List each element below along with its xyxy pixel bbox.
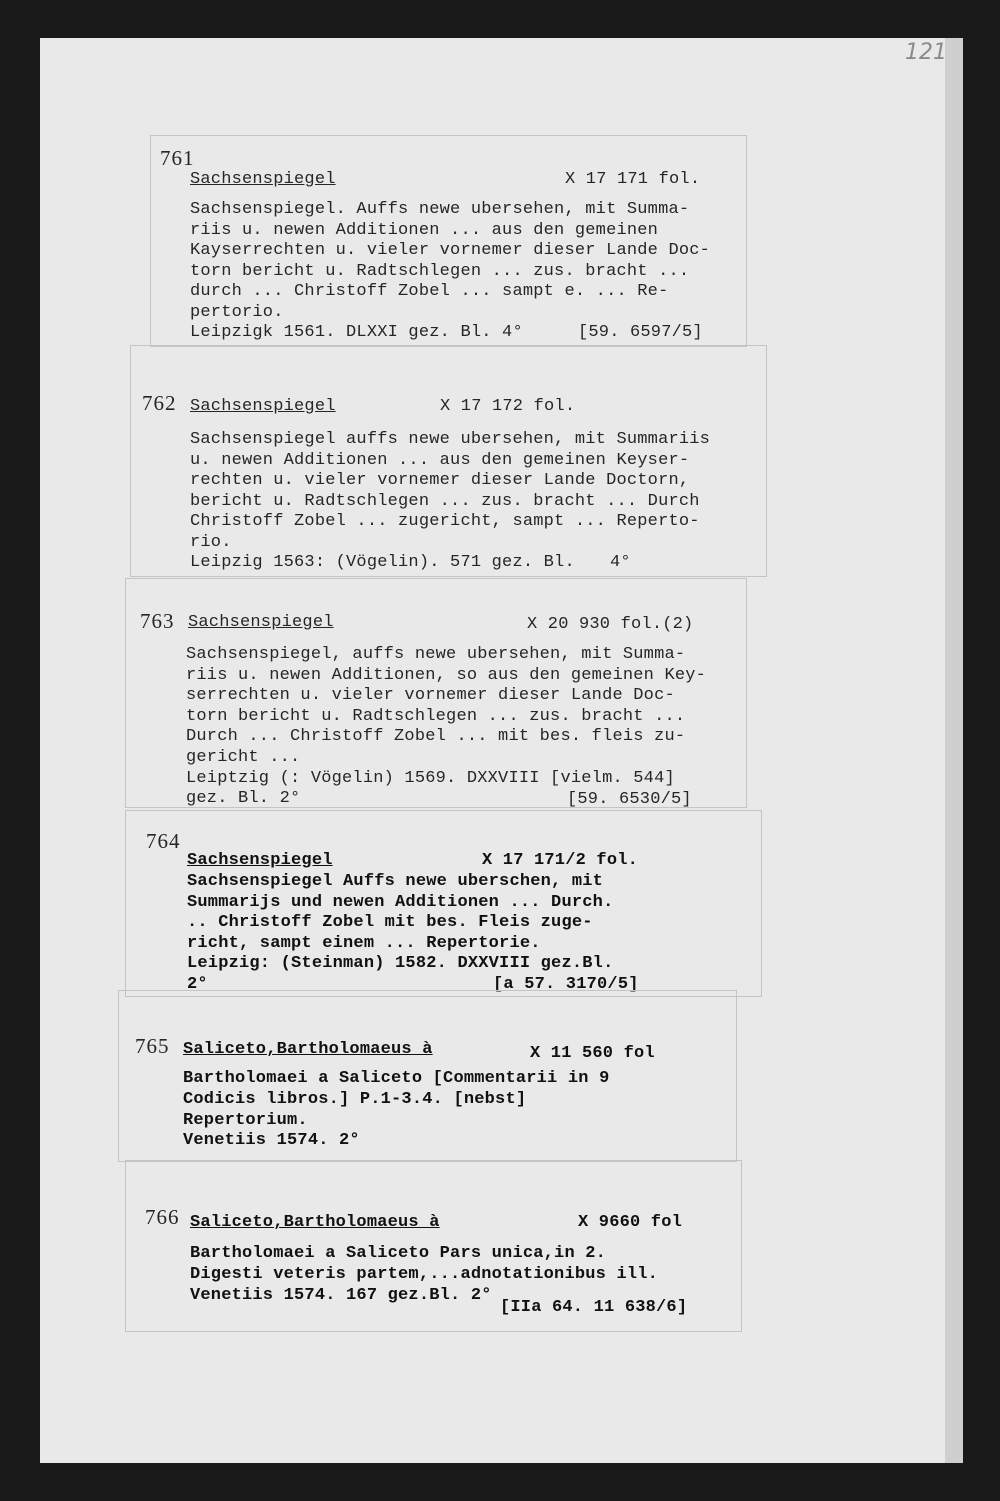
description-line: torn bericht u. Radtschlegen ... zus. bracht ...: [190, 261, 690, 281]
entry-heading: Sachsenspiegel: [190, 170, 336, 189]
description-line: gericht ...: [186, 748, 301, 767]
description-line: riis u. newen Additionen, so aus den gemeinen Key-: [186, 665, 707, 685]
description-line: durch ... Christoff Zobel ... sampt e. ... Re-: [190, 282, 669, 301]
shelfmark: X 17 171/2 fol.: [482, 851, 639, 870]
description-line: richt, sampt einem ... Repertorie.: [187, 933, 541, 953]
description-line: Kayserrechten u. vieler vornemer dieser Lande Doc-: [190, 241, 711, 260]
description-line: .. Christoff Zobel mit bes. Fleis zuge-: [187, 913, 593, 932]
description-line: bericht u. Radtschlegen ... zus. bracht ... Durch: [190, 491, 700, 511]
description-line: gez. Bl. 2°: [186, 789, 301, 809]
entry-number: 762: [142, 391, 177, 415]
entry-number: 763: [140, 609, 175, 633]
entry-number: 761: [160, 146, 195, 170]
description-line: Sachsenspiegel Auffs newe uberschen, mit: [187, 872, 604, 891]
description-line: riis u. newen Additionen ... aus den gemeinen: [190, 220, 659, 240]
call-number: 4°: [610, 553, 631, 572]
entry-heading: Sachsenspiegel: [187, 851, 333, 870]
shelfmark: X 17 172 fol.: [440, 397, 576, 416]
description-line: Leipzigk 1561. DLXXI gez. Bl. 4°: [190, 323, 523, 342]
entry-number: 764: [146, 829, 181, 853]
description-line: pertorio.: [190, 302, 284, 322]
description-line: Bartholomaei a Saliceto [Commentarii in 9: [183, 1069, 610, 1088]
call-number: [59. 6530/5]: [567, 790, 692, 809]
shelfmark: X 11 560 fol: [530, 1044, 655, 1063]
description-line: Bartholomaei a Saliceto Pars unica,in 2.: [190, 1244, 607, 1263]
description-line: rechten u. vieler vornemer dieser Lande Doctorn,: [190, 471, 690, 490]
call-number: [59. 6597/5]: [578, 323, 703, 342]
entry-number: 765: [135, 1034, 170, 1058]
description-line: Digesti veteris partem,...adnotationibus ill.: [190, 1265, 659, 1284]
shelfmark: X 20 930 fol.(2): [527, 615, 694, 634]
entry-heading: Sachsenspiegel: [188, 613, 334, 632]
entry-heading: Saliceto,Bartholomaeus à: [183, 1040, 433, 1059]
description-line: Christoff Zobel ... zugericht, sampt ... Reperto-: [190, 512, 700, 531]
description-line: Codicis libros.] P.1-3.4. [nebst]: [183, 1089, 527, 1109]
page-number: 121: [905, 40, 947, 65]
description-line: Repertorium.: [183, 1110, 308, 1130]
description-line: rio.: [190, 532, 232, 552]
entry-number: 766: [145, 1205, 180, 1229]
page-edge: [945, 38, 963, 1463]
description-line: Durch ... Christoff Zobel ... mit bes. fleis zu-: [186, 727, 686, 747]
description-line: serrechten u. vieler vornemer dieser Lande Doc-: [186, 686, 675, 706]
description-line: Summarijs und newen Additionen ... Durch.: [187, 892, 614, 912]
description-line: Venetiis 1574. 167 gez.Bl. 2°: [190, 1286, 492, 1305]
description-line: u. newen Additionen ... aus den gemeinen Keyser-: [190, 450, 690, 470]
shelfmark: X 9660 fol: [578, 1213, 683, 1232]
description-line: torn bericht u. Radtschlegen ... zus. bracht ...: [186, 706, 686, 726]
description-line: Leipzig 1563: (Vögelin). 571 gez. Bl.: [190, 553, 575, 572]
description-line: Venetiis 1574. 2°: [183, 1131, 360, 1151]
description-line: Sachsenspiegel auffs newe ubersehen, mit Summariis: [190, 430, 711, 449]
description-line: Sachsenspiegel, auffs newe ubersehen, mit Summa-: [186, 645, 686, 664]
call-number: [a 57. 3170/5]: [493, 975, 639, 994]
entry-heading: Saliceto,Bartholomaeus à: [190, 1213, 440, 1232]
description-line: Leipzig: (Steinman) 1582. DXXVIII gez.Bl.: [187, 954, 614, 973]
call-number: [IIa 64. 11 638/6]: [500, 1298, 688, 1317]
description-line: 2°: [187, 974, 208, 994]
shelfmark: X 17 171 fol.: [565, 170, 701, 189]
description-line: Leiptzig (: Vögelin) 1569. DXXVIII [vielm. 544]: [186, 768, 675, 788]
entry-heading: Sachsenspiegel: [190, 397, 336, 416]
description-line: Sachsenspiegel. Auffs newe ubersehen, mit Summa-: [190, 200, 690, 219]
